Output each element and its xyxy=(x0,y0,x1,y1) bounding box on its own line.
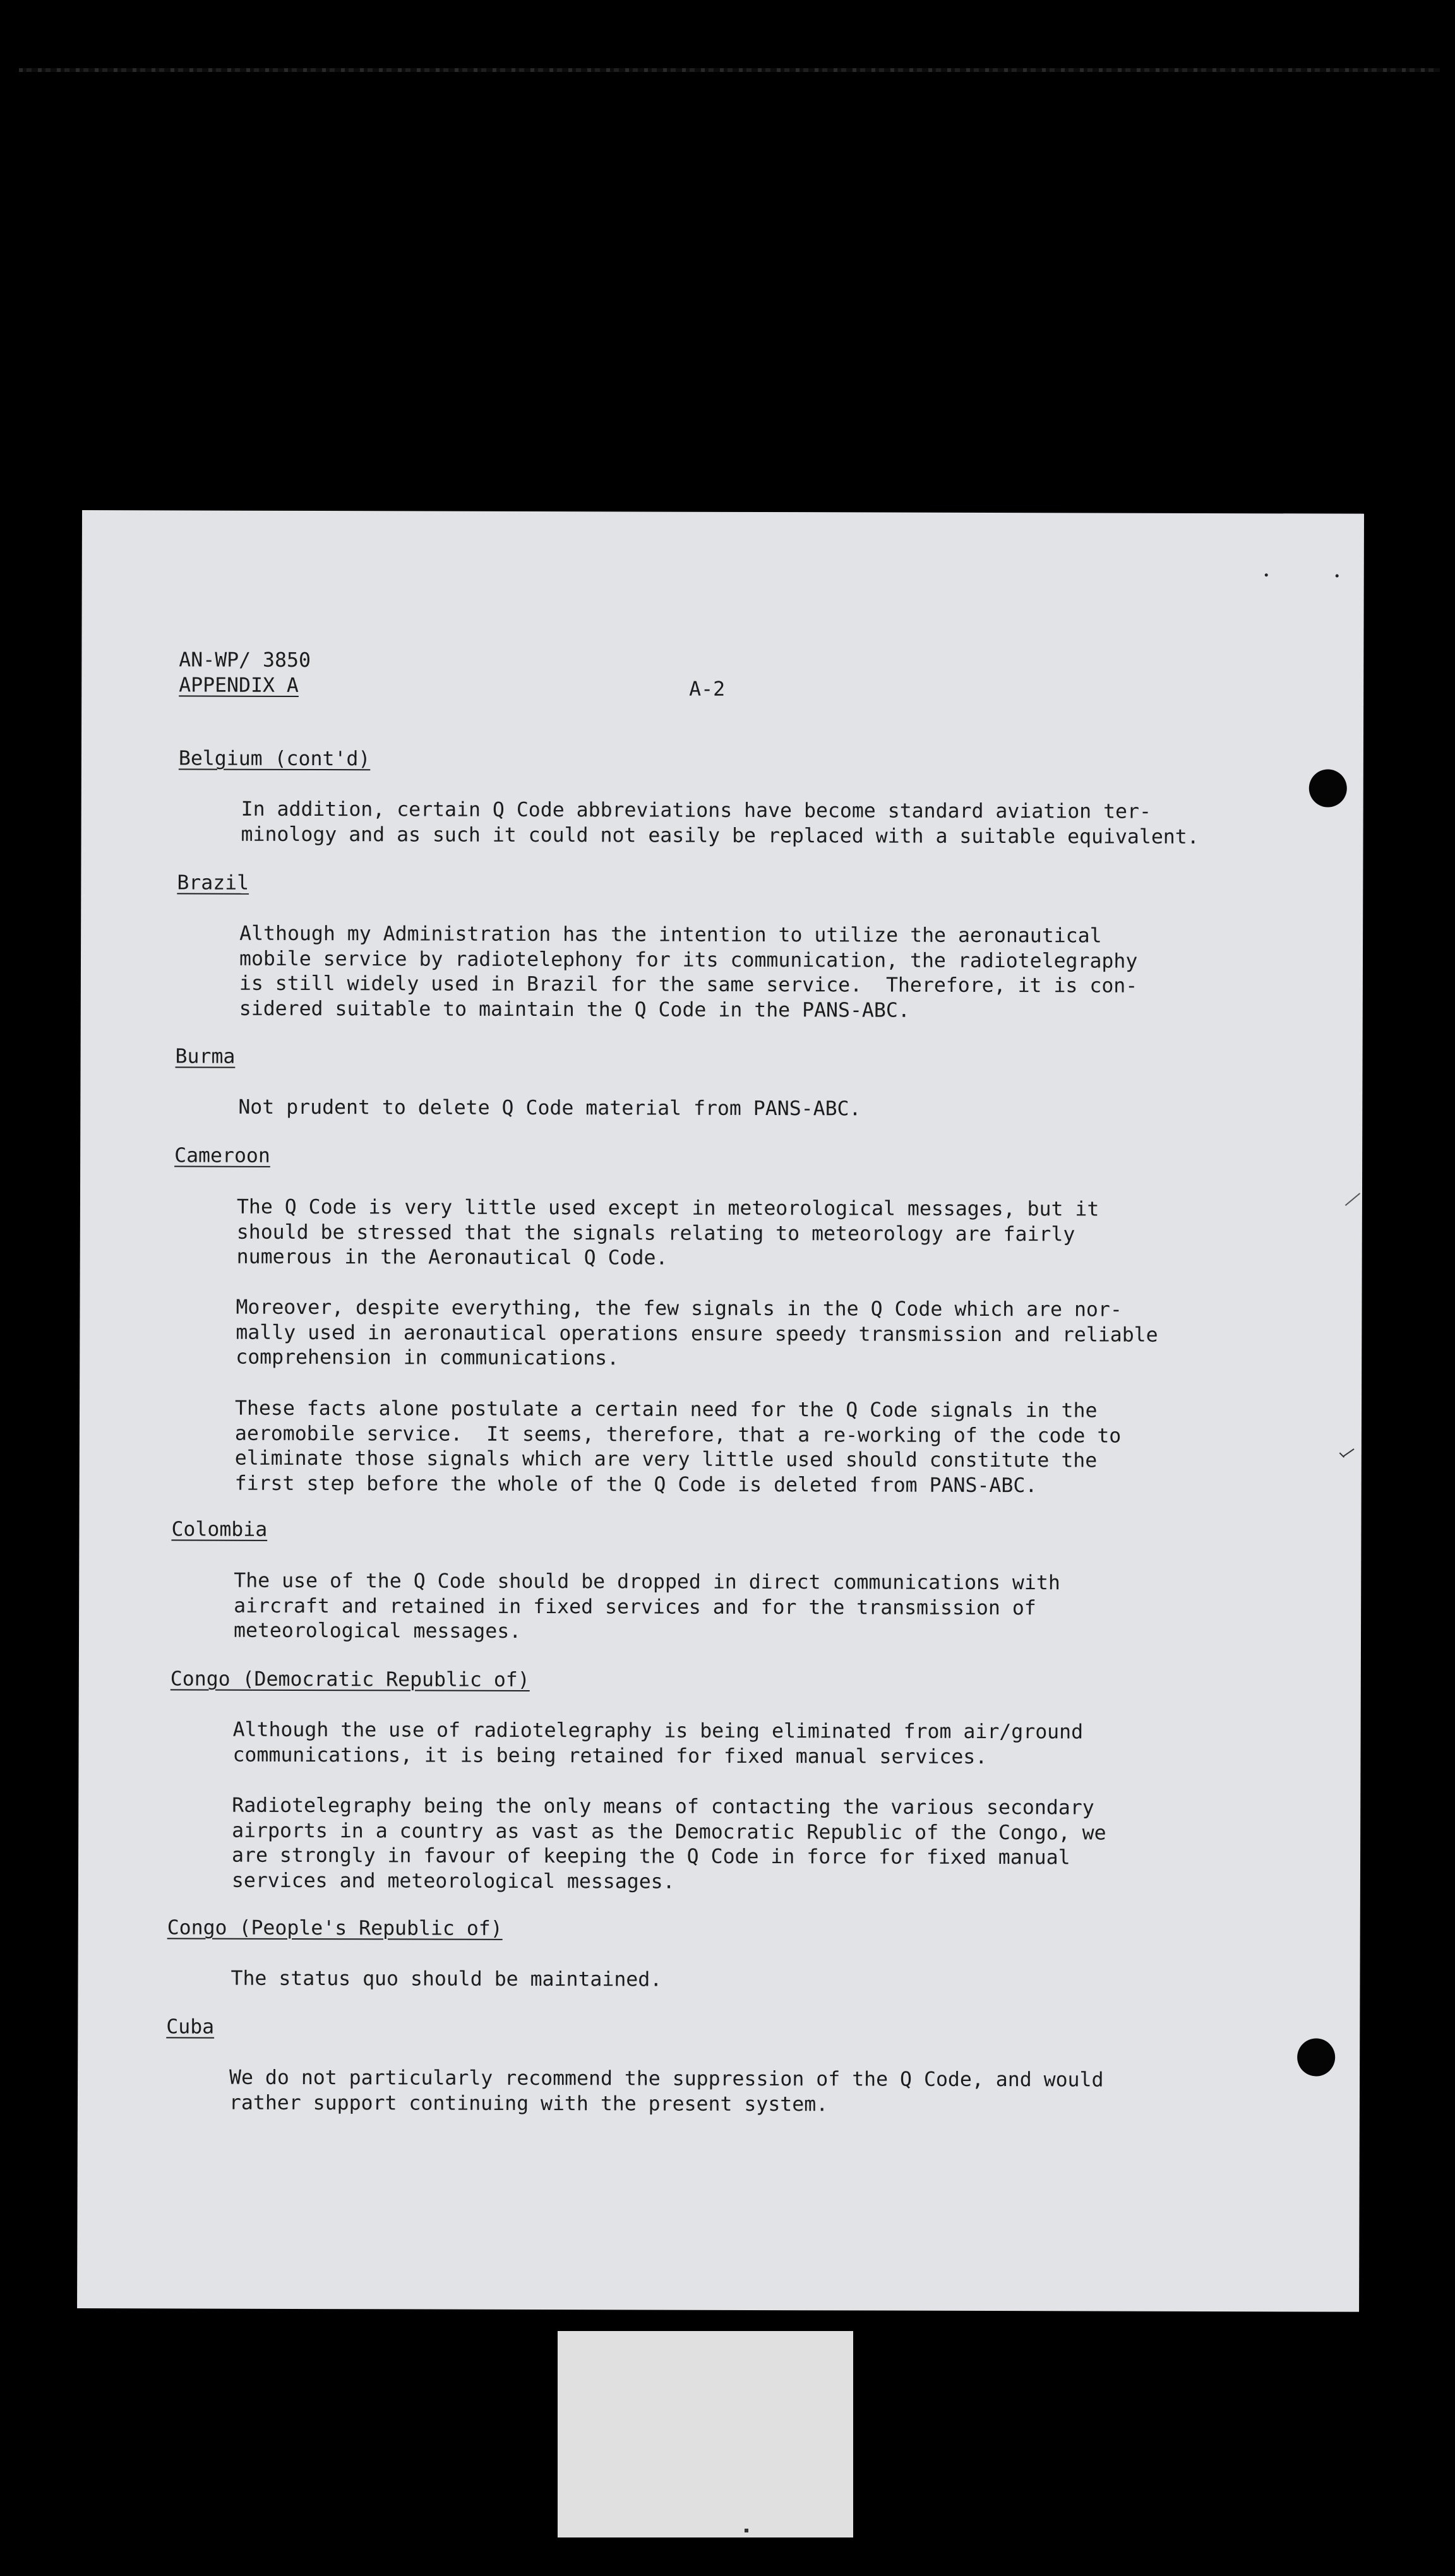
speck xyxy=(1265,573,1268,576)
check-mark-icon xyxy=(1339,1448,1358,1464)
paragraph-cameroon-1: The Q Code is very little used except in meteorological messages, but it should be stressed that the signals relating to meteorology are fairly numerous in the Aeronautical Q Code. xyxy=(236,1195,1099,1270)
blank-target-card xyxy=(558,2331,853,2537)
speck xyxy=(745,2529,748,2532)
paragraph-cameroon-3: These facts alone postulate a certain need for the Q Code signals in the aeromobile service. It seems, therefore, that a re-working of the code to eliminate those signals which are very little used should constitute the first step before the whole of the Q Code is deleted from PANS-ABC. xyxy=(234,1397,1122,1497)
paragraph-congo-prc-1: The status quo should be maintained. xyxy=(231,1967,662,1991)
document-number: AN-WP/ 3850 xyxy=(179,648,311,672)
page-number: A-2 xyxy=(689,677,726,701)
appendix-label: APPENDIX A xyxy=(179,674,299,697)
paragraph-cuba-1: We do not particularly recommend the suppression of the Q Code, and would rather support continuing with the present system. xyxy=(229,2066,1104,2116)
section-heading-cameroon: Cameroon xyxy=(174,1144,270,1167)
paragraph-brazil-1: Although my Administration has the intention to utilize the aeronautical mobile service by radiotelephony for its communication, the radiotelegraphy is still widely used in Brazil for the same service. Therefore, it is con- sidered suitable to maintain the Q Code in the PANS-ABC. xyxy=(239,922,1138,1022)
section-heading-brazil: Brazil xyxy=(177,871,249,895)
speck xyxy=(1336,575,1339,578)
paragraph-congo-drc-2: Radiotelegraphy being the only means of contacting the various secondary airports in a country as vast as the Democratic Republic of the Congo, we are strongly in favour of keeping the Q Code in force for fixed manual services and meteorological messages. xyxy=(231,1794,1106,1893)
punch-hole xyxy=(1297,2038,1335,2076)
paragraph-cameroon-2: Moreover, despite everything, the few signals in the Q Code which are nor- mally used in aeronautical operations ensure speedy transmission and reliable comprehension in communications. xyxy=(236,1296,1158,1370)
section-heading-cuba: Cuba xyxy=(166,2015,215,2039)
pencil-mark xyxy=(1345,1193,1360,1206)
section-heading-colombia: Colombia xyxy=(171,1518,268,1541)
paragraph-colombia-1: The use of the Q Code should be dropped in direct communications with aircraft and retained in fixed services and for the transmission of meteorological messages. xyxy=(233,1569,1060,1643)
section-heading-belgium: Belgium (cont'd) xyxy=(178,747,371,771)
film-edge-strip xyxy=(19,68,1440,72)
section-heading-congo-drc: Congo (Democratic Republic of) xyxy=(170,1667,530,1691)
document-page xyxy=(77,510,1364,2312)
punch-hole xyxy=(1309,769,1347,807)
section-heading-congo-prc: Congo (People's Republic of) xyxy=(167,1916,503,1940)
paragraph-belgium-1: In addition, certain Q Code abbreviations have become standard aviation ter- minology and as such it could not easily be replaced with a suitable equivalent. xyxy=(241,797,1199,849)
section-heading-burma: Burma xyxy=(175,1045,236,1068)
paragraph-congo-drc-1: Although the use of radiotelegraphy is being eliminated from air/ground communications, it is being retained for fixed manual services. xyxy=(232,1718,1084,1768)
paragraph-burma-1: Not prudent to delete Q Code material from PANS-ABC. xyxy=(238,1095,861,1121)
